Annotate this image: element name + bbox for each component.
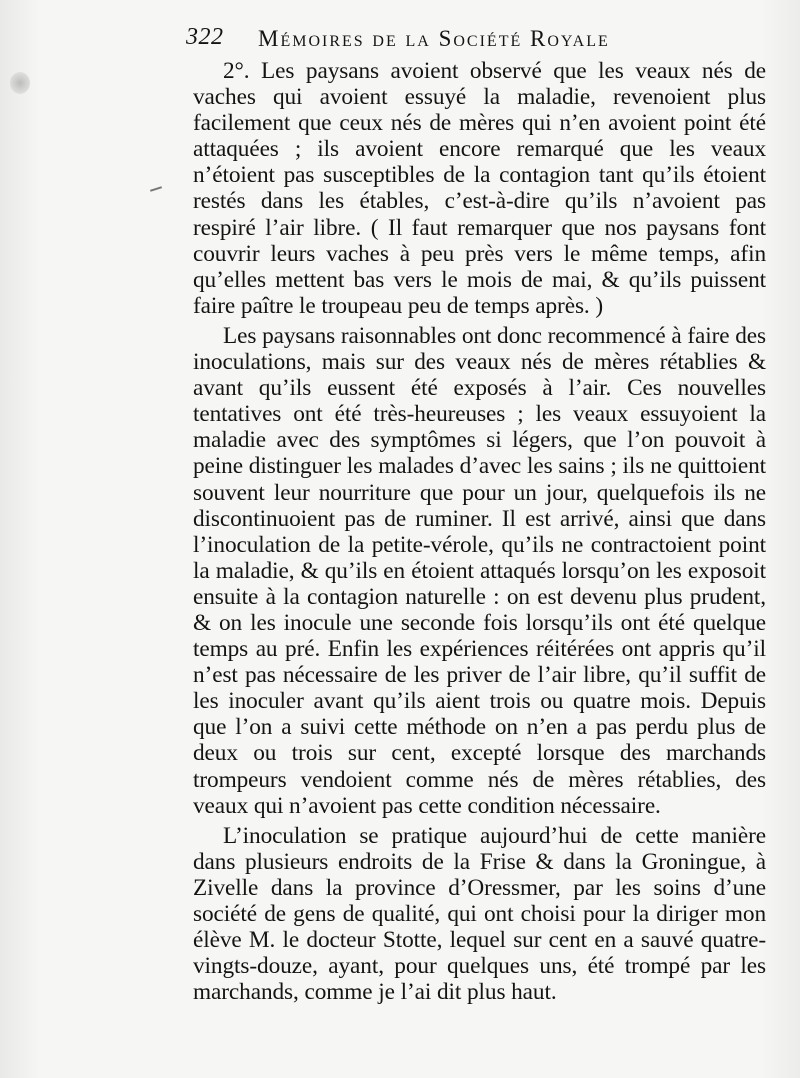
running-title: Mémoires de la Société Royale <box>258 26 610 51</box>
page-number: 322 <box>186 24 224 50</box>
paper-stain <box>10 72 30 94</box>
margin-mark <box>150 186 162 192</box>
paragraph-2: Les paysans raisonnables ont donc recommencé à faire des inoculations, mais sur des veaux nés de mères rétablies & avant qu’ils eussent été exposés à l’air. Ces nouvelles tentatives ont été très-heureuses ; les veaux essuyoient la maladie avec des symptômes si légers, que l’on pouvoit à peine distinguer les malades d’avec les sains ; ils ne quittoient souvent leur nourriture que pour un jour, quelquefois ils ne discontinuoient pas de ruminer. Il est arrivé, ainsi que dans l’inoculation de la petite-vérole, qu’ils ne contractoient point la maladie, & qu’ils en étoient attaqués lorsqu’on les exposoit ensuite à la contagion naturelle : on est devenu plus prudent, & on les inocule une seconde fois lorsqu’ils ont été quelque temps au pré. Enfin les expériences réitérées ont appris qu’il n’est pas nécessaire de les priver de l’air libre, qu’il suffit de les inoculer avant qu’ils aient trois ou quatre mois. Depuis que l’on a suivi cette méthode on n’en a pas perdu plus de deux ou trois sur cent, excepté lorsque des marchands trompeurs vendoient comme nés de mères rétablies, des veaux qui n’avoient pas cette condition nécessaire. <box>193 322 766 819</box>
paragraph-3: L’inoculation se pratique aujourd’hui de cette manière dans plusieurs endroits de la Frise & dans la Groningue, à Zivelle dans la province d’Oressmer, par les soins d’une société de gens de qualité, qui ont choisi pour la diriger mon élève M. le docteur Stotte, lequel sur cent en a sauvé quatre-vingts-douze, ayant, pour quelques uns, été trompé par les marchands, comme je l’ai dit plus haut. <box>193 822 766 1006</box>
body-text <box>193 58 766 1005</box>
page-header <box>186 20 706 60</box>
paragraph-1: 2°. Les paysans avoient observé que les veaux nés de vaches qui avoient essuyé la maladie, revenoient plus facilement que ceux nés de mères qui n’en avoient point été attaquées ; ils avoient encore remarqué que les veaux n’étoient pas susceptibles de la contagion tant qu’ils étoient restés dans les étables, c’est-à-dire qu’ils n’avoient pas respiré l’air libre. ( Il faut remarquer que nos paysans font couvrir leurs vaches à peu près vers le même temps, afin qu’elles mettent bas vers le mois de mai, & qu’ils puissent faire paître le troupeau peu de temps après. ) <box>193 58 766 319</box>
